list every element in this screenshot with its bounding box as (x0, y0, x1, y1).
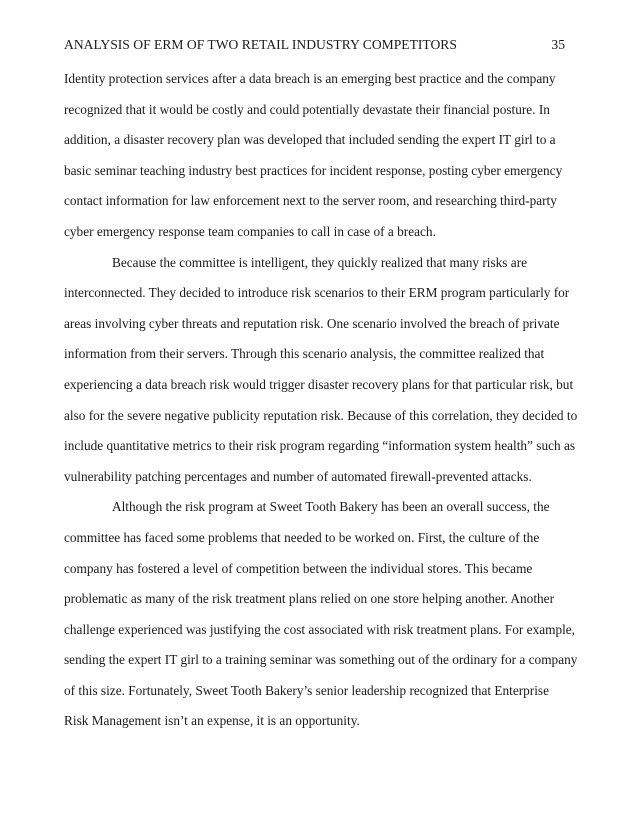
text-line: vulnerability patching percentages and number of automated firewall-prevented attacks. (64, 468, 532, 484)
text-line: company has fostered a level of competition between the individual stores. This became (64, 560, 533, 576)
text-line: also for the severe negative publicity reputation risk. Because of this correlation, they decided to (64, 407, 578, 423)
text-line: cyber emergency response team companies to call in case of a breach. (64, 223, 436, 239)
text-line: Risk Management isn’t an expense, it is an opportunity. (64, 713, 360, 729)
text-line: recognized that it would be costly and could potentially devastate their financial posture. In (64, 101, 550, 117)
text-line: interconnected. They decided to introduce risk scenarios to their ERM program particularly for (64, 285, 570, 301)
text-line: of this size. Fortunately, Sweet Tooth Bakery’s senior leadership recognized that Enterprise (64, 682, 550, 698)
page-number: 35 (551, 37, 565, 52)
text-line: areas involving cyber threats and reputation risk. One scenario involved the breach of private (64, 315, 560, 331)
text-line: Although the risk program at Sweet Tooth Bakery has been an overall success, the (112, 499, 550, 515)
text-line: Identity protection services after a data breach is an emerging best practice and the company (64, 71, 556, 86)
text-line: sending the expert IT girl to a training seminar was something out of the ordinary for a company (64, 652, 578, 668)
text-line: experiencing a data breach risk would trigger disaster recovery plans for that particular risk, but (64, 376, 574, 392)
text-line: challenge experienced was justifying the cost associated with risk treatment plans. For example, (64, 621, 576, 637)
text-line: committee has faced some problems that needed to be worked on. First, the culture of the (64, 529, 540, 545)
text-line: contact information for law enforcement next to the server room, and researching third-party (64, 193, 557, 209)
running-head-title: ANALYSIS OF ERM OF TWO RETAIL INDUSTRY COMPETITORS (64, 37, 457, 52)
text-line: information from their servers. Through this scenario analysis, the committee realized that (64, 346, 545, 362)
body-text (64, 70, 584, 743)
text-line: Because the committee is intelligent, they quickly realized that many risks are (112, 254, 528, 270)
text-line: basic seminar teaching industry best practices for incident response, posting cyber emergency (64, 162, 563, 178)
text-line: problematic as many of the risk treatment plans relied on one store helping another. Another (64, 591, 554, 607)
running-head (64, 36, 565, 54)
text-line: include quantitative metrics to their risk program regarding “information system health” such as (64, 438, 576, 454)
text-line: addition, a disaster recovery plan was developed that included sending the expert IT girl to a (64, 132, 556, 148)
